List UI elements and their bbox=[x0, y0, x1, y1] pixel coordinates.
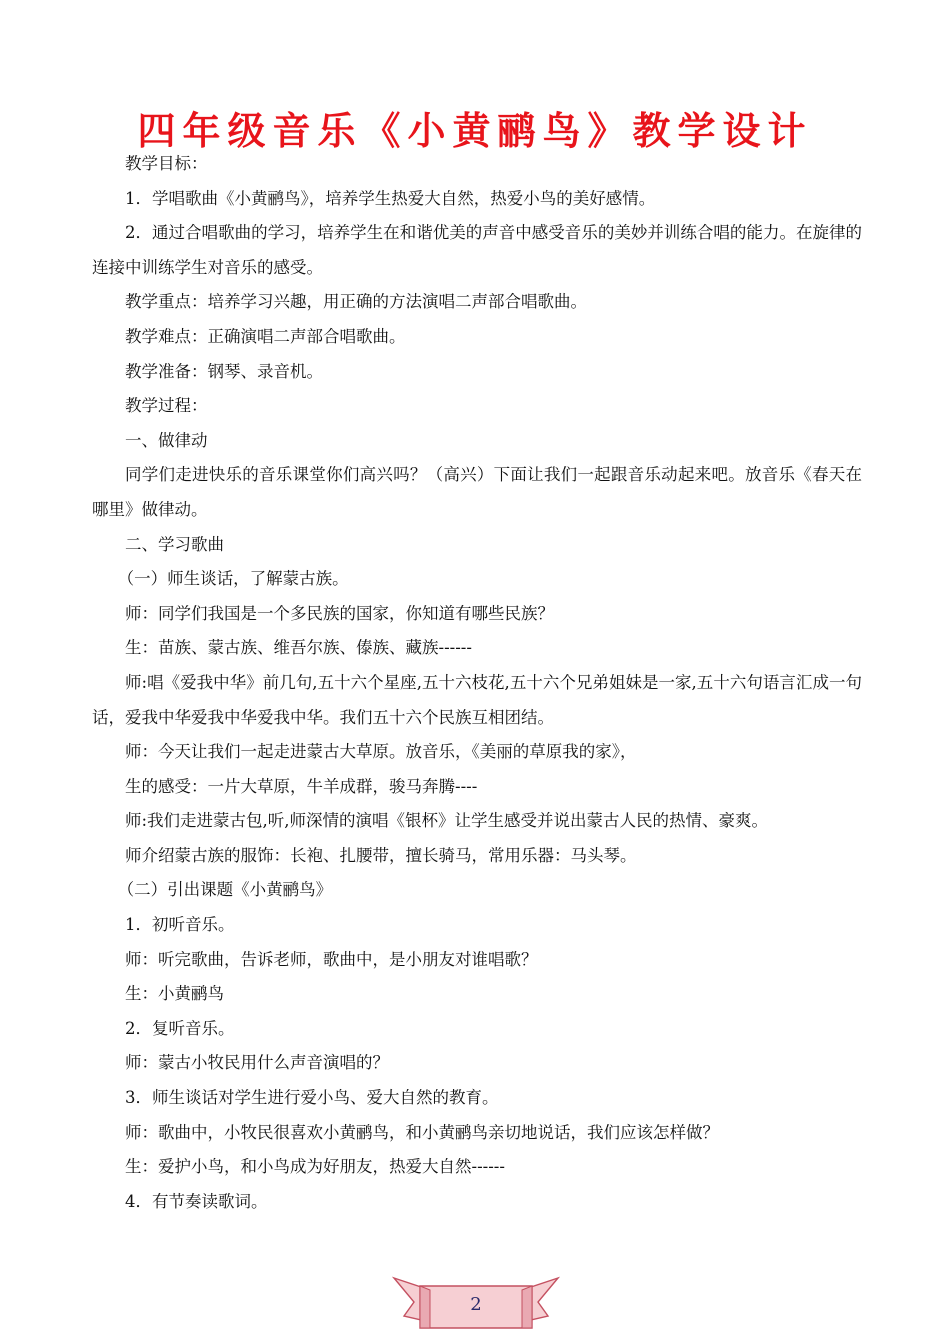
paragraph: 2．复听音乐。 bbox=[125, 1018, 235, 1038]
paragraph: 教学难点：正确演唱二声部合唱歌曲。 bbox=[125, 326, 406, 346]
paragraph: 生：小黄鹂鸟 bbox=[125, 984, 224, 1004]
paragraph: 师：歌曲中，小牧民很喜欢小黄鹂鸟，和小黄鹂鸟亲切地说话，我们应该怎样做？ bbox=[125, 1122, 719, 1142]
paragraph: 教学准备：钢琴、录音机。 bbox=[125, 361, 323, 381]
paragraph: 3．师生谈话对学生进行爱小鸟、爱大自然的教育。 bbox=[125, 1088, 499, 1108]
paragraph: 生的感受：一片大草原，牛羊成群，骏马奔腾---- bbox=[125, 776, 478, 796]
paragraph: 师介绍蒙古族的服饰：长袍、扎腰带，擅长骑马，常用乐器：马头琴。 bbox=[125, 845, 637, 865]
paragraph: 1．学唱歌曲《小黄鹂鸟》，培养学生热爱大自然，热爱小鸟的美好感情。 bbox=[125, 188, 656, 208]
paragraph: 教学目标： bbox=[125, 154, 208, 173]
paragraph: （一）师生谈话，了解蒙古族。 bbox=[117, 569, 349, 589]
paragraph: 同学们走进快乐的音乐课堂你们高兴吗？（高兴）下面让我们一起跟音乐动起来吧。放音乐《春天在哪里》做律动。 bbox=[92, 465, 862, 519]
paragraph: 一、做律动 bbox=[125, 430, 208, 450]
paragraph: 师：蒙古小牧民用什么声音演唱的？ bbox=[125, 1053, 389, 1073]
paragraph: 生：爱护小鸟，和小鸟成为好朋友，热爱大自然------ bbox=[125, 1157, 505, 1177]
paragraph: 二、学习歌曲 bbox=[125, 534, 224, 554]
paragraph: 4．有节奏读歌词。 bbox=[125, 1191, 268, 1211]
document-body bbox=[92, 147, 862, 1219]
paragraph: 教学过程： bbox=[125, 396, 208, 416]
paragraph: 1．初听音乐。 bbox=[125, 915, 235, 935]
paragraph: 师:唱《爱我中华》前几句,五十六个星座,五十六枝花,五十六个兄弟姐妹是一家,五十六句语言汇成一句话，爱我中华爱我中华爱我中华。我们五十六个民族互相团结。 bbox=[92, 672, 862, 727]
paragraph: 生：苗族、蒙古族、维吾尔族、傣族、藏族------ bbox=[125, 638, 472, 658]
paragraph: 师:我们走进蒙古包,听,师深情的演唱《银杯》让学生感受并说出蒙古人民的热情、豪爽。 bbox=[125, 811, 769, 831]
paragraph: 教学重点：培养学习兴趣，用正确的方法演唱二声部合唱歌曲。 bbox=[125, 292, 587, 312]
paragraph: （二）引出课题《小黄鹂鸟》 bbox=[117, 880, 333, 900]
document-title: 四年级音乐《小黄鹂鸟》教学设计 bbox=[137, 109, 813, 153]
paragraph: 2．通过合唱歌曲的学习，培养学生在和谐优美的声音中感受音乐的美妙并训练合唱的能力。在旋律的连接中训练学生对音乐的感受。 bbox=[92, 223, 862, 277]
page-number: 2 bbox=[470, 1294, 482, 1315]
paragraph: 师：同学们我国是一个多民族的国家，你知道有哪些民族？ bbox=[125, 603, 554, 623]
paragraph: 师：听完歌曲，告诉老师，歌曲中，是小朋友对谁唱歌？ bbox=[125, 949, 538, 969]
paragraph: 师：今天让我们一起走进蒙古大草原。放音乐，《美丽的草原我的家》， bbox=[125, 742, 637, 762]
page-number-ribbon bbox=[392, 1272, 560, 1330]
